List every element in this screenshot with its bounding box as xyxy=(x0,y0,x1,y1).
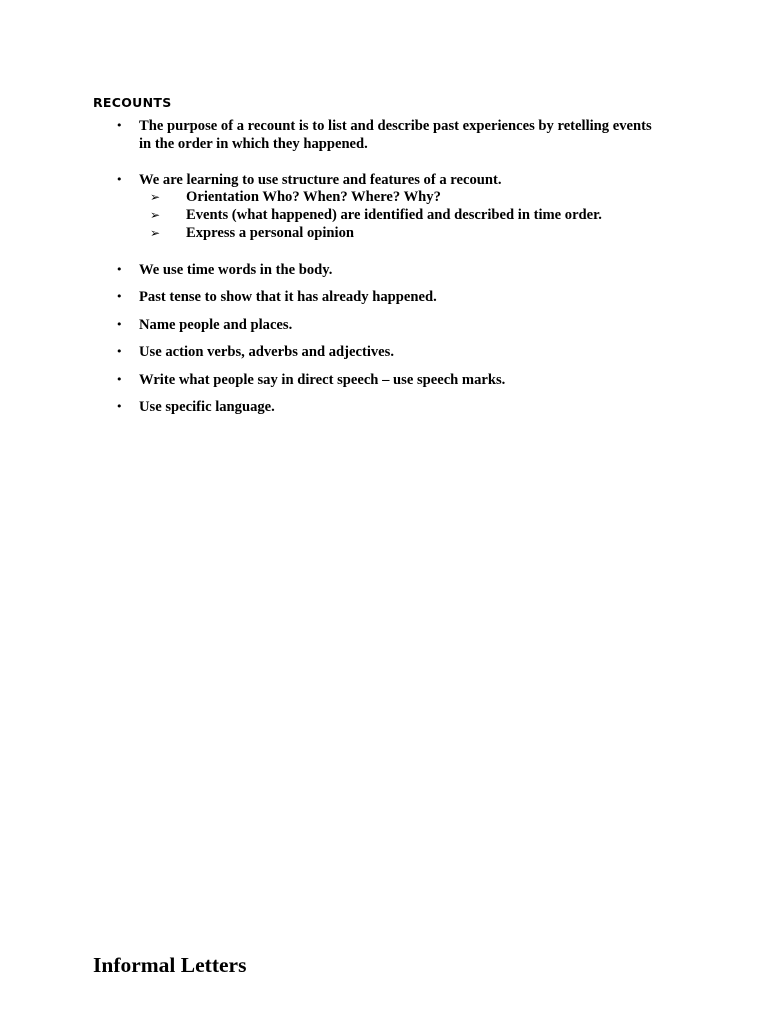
list-item-text: We use time words in the body. xyxy=(139,262,333,278)
bullet-icon: • xyxy=(116,173,123,186)
bullet-icon: • xyxy=(116,318,123,331)
sub-list-item xyxy=(150,224,670,242)
bullet-icon: • xyxy=(116,373,123,386)
list-item xyxy=(116,171,676,189)
list-item-text: The purpose of a recount is to list and describe past experiences by retelling events in the order in which they happened. xyxy=(139,118,652,152)
list-item-text: Past tense to show that it has already happened. xyxy=(139,289,437,305)
list-item-text: Write what people say in direct speech – use speech marks. xyxy=(139,372,506,388)
next-section-title: Informal Letters xyxy=(93,953,247,977)
arrow-bullet-icon: ➢ xyxy=(150,190,161,204)
list-item xyxy=(116,288,676,306)
sub-list-item-text: Orientation Who? When? Where? Why? xyxy=(186,189,441,205)
sub-list-item-text: Events (what happened) are identified and described in time order. xyxy=(186,207,602,223)
bullet-icon: • xyxy=(116,345,123,358)
list-item xyxy=(116,398,676,416)
sub-list-item xyxy=(150,188,670,206)
arrow-bullet-icon: ➢ xyxy=(150,226,161,240)
list-item-text: Use specific language. xyxy=(139,399,275,415)
list-item xyxy=(116,371,676,389)
bullet-icon: • xyxy=(116,119,123,132)
sub-list-item-text: Express a personal opinion xyxy=(186,225,355,241)
bullet-icon: • xyxy=(116,400,123,413)
list-item xyxy=(116,343,676,361)
list-item xyxy=(116,261,676,279)
sub-list-item xyxy=(150,206,670,224)
bullet-icon: • xyxy=(116,263,123,276)
list-item-text: We are learning to use structure and features of a recount. xyxy=(139,172,502,188)
arrow-bullet-icon: ➢ xyxy=(150,208,161,222)
list-item xyxy=(116,117,676,153)
bullet-icon: • xyxy=(116,290,123,303)
list-item-text: Name people and places. xyxy=(139,317,293,333)
section-title: RECOUNTS xyxy=(93,95,172,110)
list-item xyxy=(116,316,676,334)
list-item-text: Use action verbs, adverbs and adjectives. xyxy=(139,344,394,360)
